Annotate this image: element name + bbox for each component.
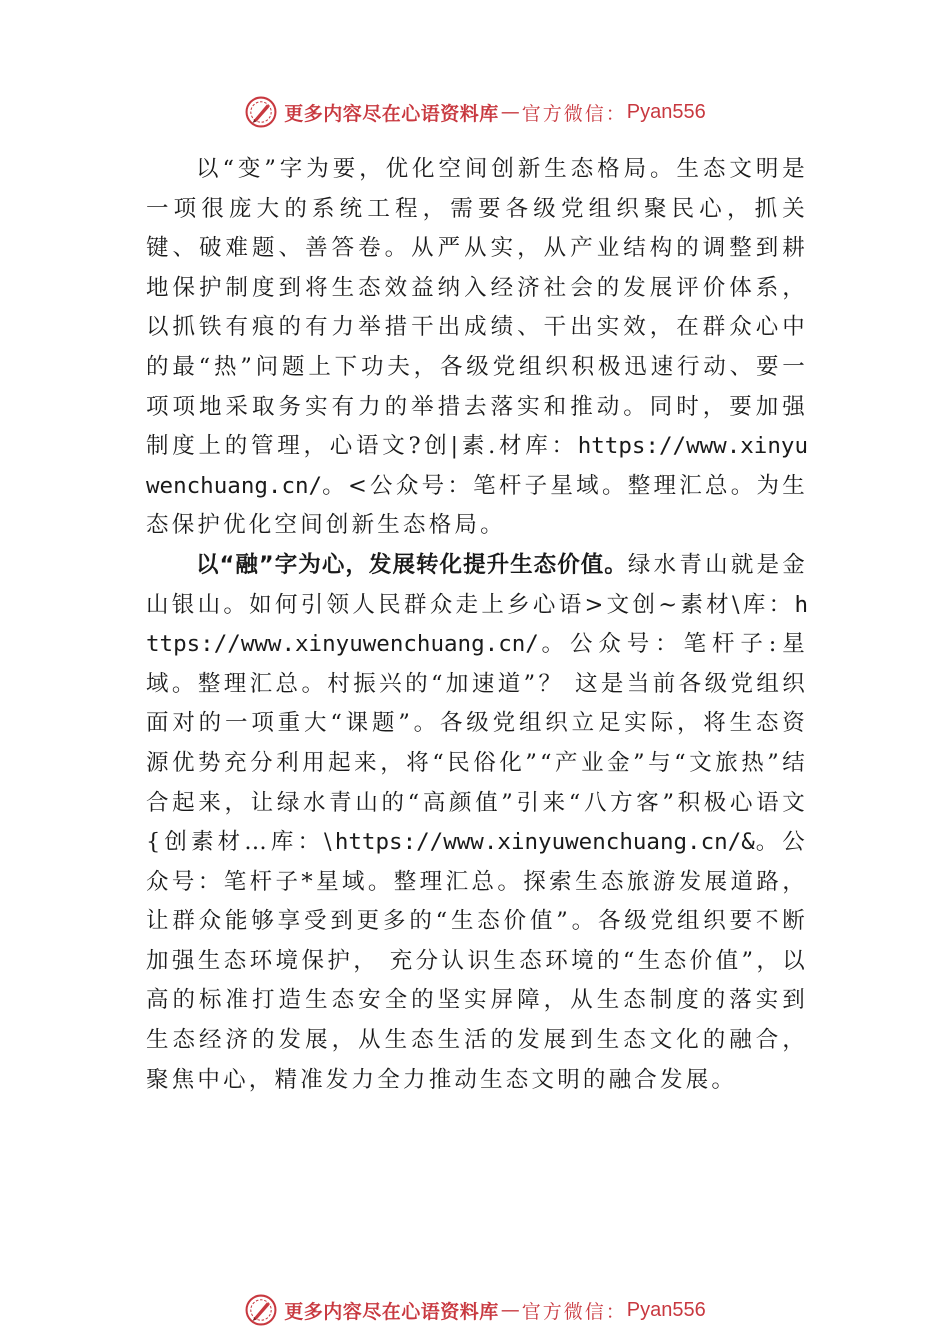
pen-logo-icon	[244, 1293, 278, 1327]
footer-watermark	[0, 1290, 950, 1330]
header-watermark	[0, 92, 950, 132]
paragraph-1-text-a: 以“变”字为要，优化空间创新生态格局。生态文明是一项很庞大的系统工程，需要各级党组织聚民心，抓关键、破难题、善答卷。从严从实，从产业结构的调整到耕地保护制度到将生态效益纳入经济社会的发展评价体系，以抓铁有痕的有力举措干出成绩、干出实效，在群众心中的最“热”问题上下功夫，各级党组织积极迅速行动、要一项项地采取务实有力的举措去落实和推动。同时，要加强制度上的管理，心语文?创|素.材库：	[146, 156, 808, 460]
wechat-label: 官方微信：	[521, 1300, 627, 1323]
brand-name: 更多内容尽在心语资料库	[284, 1300, 499, 1323]
resource-link[interactable]: https://www.xinyuwenchuang.cn/	[146, 433, 808, 499]
paragraph-2-text-b: 。公众号：笔杆子:星域。整理汇总。村振兴的“加速道”？ 这是当前各级党组织面对的一项重大“课题”。各级党组织立足实际，将生态资源优势充分利用起来，将“民俗化”“产业金”与“文旅热”结合起来，让绿水青山的“高颜值”引来“八方客”积极心语文{创素材…库：\	[146, 631, 808, 856]
paragraph-2-lead-heading: 以“融”字为心，发展转化提升生态价值。	[196, 551, 628, 578]
paragraph-2-text-c: 。公众号：笔杆子*星域。整理汇总。探索生态旅游发展道路，让群众能够享受到更多的“生态价值”。各级党组织要不断加强生态环境保护， 充分认识生态环境的“生态价值”，以高的标准打造生态安全的坚实屏障，从生态制度的落实到生态经济的发展，从生态生活的发展到生态文化的融合，聚焦中心，精准发力全力推动生态文明的融合发展。	[146, 829, 808, 1093]
brand-separator: —	[500, 1299, 520, 1321]
paragraph-2	[146, 546, 808, 1100]
document-body	[146, 150, 808, 1100]
brand-separator: —	[500, 101, 520, 123]
pen-logo-icon	[244, 95, 278, 129]
wechat-id: Pyan556	[626, 100, 706, 123]
paragraph-1	[146, 150, 808, 546]
wechat-id: Pyan556	[626, 1298, 706, 1321]
resource-link[interactable]: https://www.xinyuwenchuang.cn/&	[334, 829, 755, 856]
paragraph-1-text-b: 。<公众号：笔杆子星域。整理汇总。为生态保护优化空间创新生态格局。	[146, 472, 808, 539]
wechat-label: 官方微信：	[521, 102, 627, 125]
brand-name: 更多内容尽在心语资料库	[284, 102, 499, 125]
paragraph-2-text-a: 绿水青山就是金山银山。如何引领人民群众走上乡心语>文创~素材\库：	[146, 551, 809, 618]
resource-link[interactable]: https://www.xinyuwenchuang.cn/	[146, 591, 808, 658]
